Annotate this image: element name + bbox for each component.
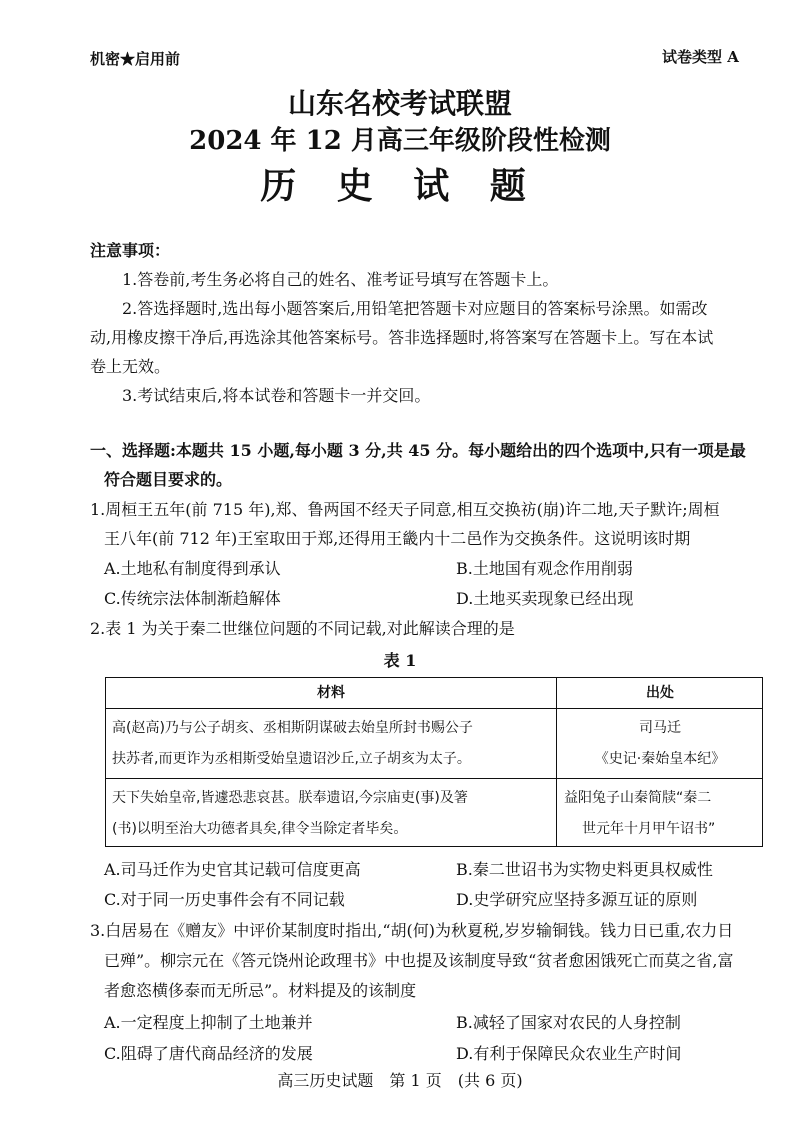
table-row1-material-1: 高(赵高)乃与公子胡亥、丞相斯阴谋破去始皇所封书赐公子 — [112, 720, 473, 736]
q2-option-d: D.史学研究应坚持多源互证的原则 — [456, 890, 698, 909]
q3-option-d: D.有利于保障民众农业生产时间 — [456, 1044, 682, 1063]
note-1: 1.答卷前,考生务必将自己的姓名、准考证号填写在答题卡上。 — [122, 270, 559, 289]
note-3: 3.考试结束后,将本试卷和答题卡一并交回。 — [122, 386, 431, 405]
table-header-source: 出处 — [646, 685, 674, 701]
table-caption: 表 1 — [383, 651, 417, 670]
q3-option-c: C.阻碍了唐代商品经济的发展 — [104, 1044, 313, 1063]
q3-option-b: B.减轻了国家对农民的人身控制 — [456, 1013, 681, 1032]
q1-stem-2: 王八年(前 712 年)王室取田于郑,还得用王畿内十二邑作为交换条件。这说明该时期 — [104, 529, 691, 548]
q3-stem-3: 者愈恣横侈泰而无所忌”。材料提及的该制度 — [104, 981, 417, 1000]
q1-option-a: A.土地私有制度得到承认 — [104, 559, 281, 578]
table-row2-material-1: 天下失始皇帝,皆遽恐悲哀甚。朕奉遗诏,今宗庙吏(事)及箸 — [112, 790, 468, 806]
q2-option-c: C.对于同一历史事件会有不同记载 — [104, 890, 345, 909]
exam-date-title: 2024 年 12 月高三年级阶段性检测 — [189, 126, 611, 156]
table-row1-source-2: 《史记·秦始皇本纪》 — [594, 751, 726, 767]
note-2b: 动,用橡皮擦干净后,再选涂其他答案标号。答非选择题时,将答案写在答题卡上。写在本试 — [90, 328, 714, 347]
exam-union-title: 山东名校考试联盟 — [287, 87, 512, 120]
sources-table — [105, 677, 763, 847]
q1-option-c: C.传统宗法体制渐趋解体 — [104, 589, 281, 608]
section1-instructions-2: 符合题目要求的。 — [104, 470, 233, 489]
q3-stem-1: 3.白居易在《赠友》中评价某制度时指出,“胡(何)为秋夏税,岁岁输铜钱。钱力日已重,农力日 — [90, 921, 734, 940]
page-footer: 高三历史试题 第 1 页 (共 6 页) — [277, 1071, 523, 1090]
table-header-material: 材料 — [317, 685, 345, 701]
q3-option-a: A.一定程度上抑制了土地兼并 — [104, 1013, 313, 1032]
q2-option-b: B.秦二世诏书为实物史料更具权威性 — [456, 860, 713, 879]
note-2a: 2.答选择题时,选出每小题答案后,用铅笔把答题卡对应题目的答案标号涂黑。如需改 — [122, 299, 708, 318]
table-row2-source-2: 世元年十月甲午诏书” — [582, 821, 716, 837]
subject-title: 历 史 试 题 — [260, 165, 540, 207]
note-2c: 卷上无效。 — [90, 357, 171, 376]
confidential-label: 机密★启用前 — [90, 50, 181, 68]
q1-option-d: D.土地买卖现象已经出现 — [456, 589, 634, 608]
paper-type-label: 试卷类型 A — [662, 48, 739, 66]
q2-stem: 2.表 1 为关于秦二世继位问题的不同记载,对此解读合理的是 — [90, 619, 515, 638]
table-row-divider — [106, 778, 762, 779]
q3-stem-2: 已殚”。柳宗元在《答元饶州论政理书》中也提及该制度导致“贫者愈困饿死亡而莫之省,富 — [104, 951, 734, 970]
table-row1-material-2: 扶苏者,而更诈为丞相斯受始皇遗诏沙丘,立子胡亥为太子。 — [112, 751, 471, 767]
table-row1-source-1: 司马迁 — [639, 720, 681, 736]
table-row2-material-2: (书)以明至治大功德者具矣,律令当除定者毕矣。 — [112, 821, 408, 837]
notes-heading: 注意事项： — [90, 241, 171, 260]
q1-option-b: B.土地国有观念作用削弱 — [456, 559, 633, 578]
q2-option-a: A.司马迁作为史官其记载可信度更高 — [104, 860, 361, 879]
q1-stem-1: 1.周桓王五年(前 715 年),郑、鲁两国不经天子同意,相互交换祊(崩)许二地,天子默许;周桓 — [90, 500, 720, 519]
section1-instructions-1: 一、选择题:本题共 15 小题,每小题 3 分,共 45 分。每小题给出的四个选项中,只有一项是最 — [90, 441, 746, 460]
table-row2-source-1: 益阳兔子山秦简牍“秦二 — [564, 790, 712, 806]
